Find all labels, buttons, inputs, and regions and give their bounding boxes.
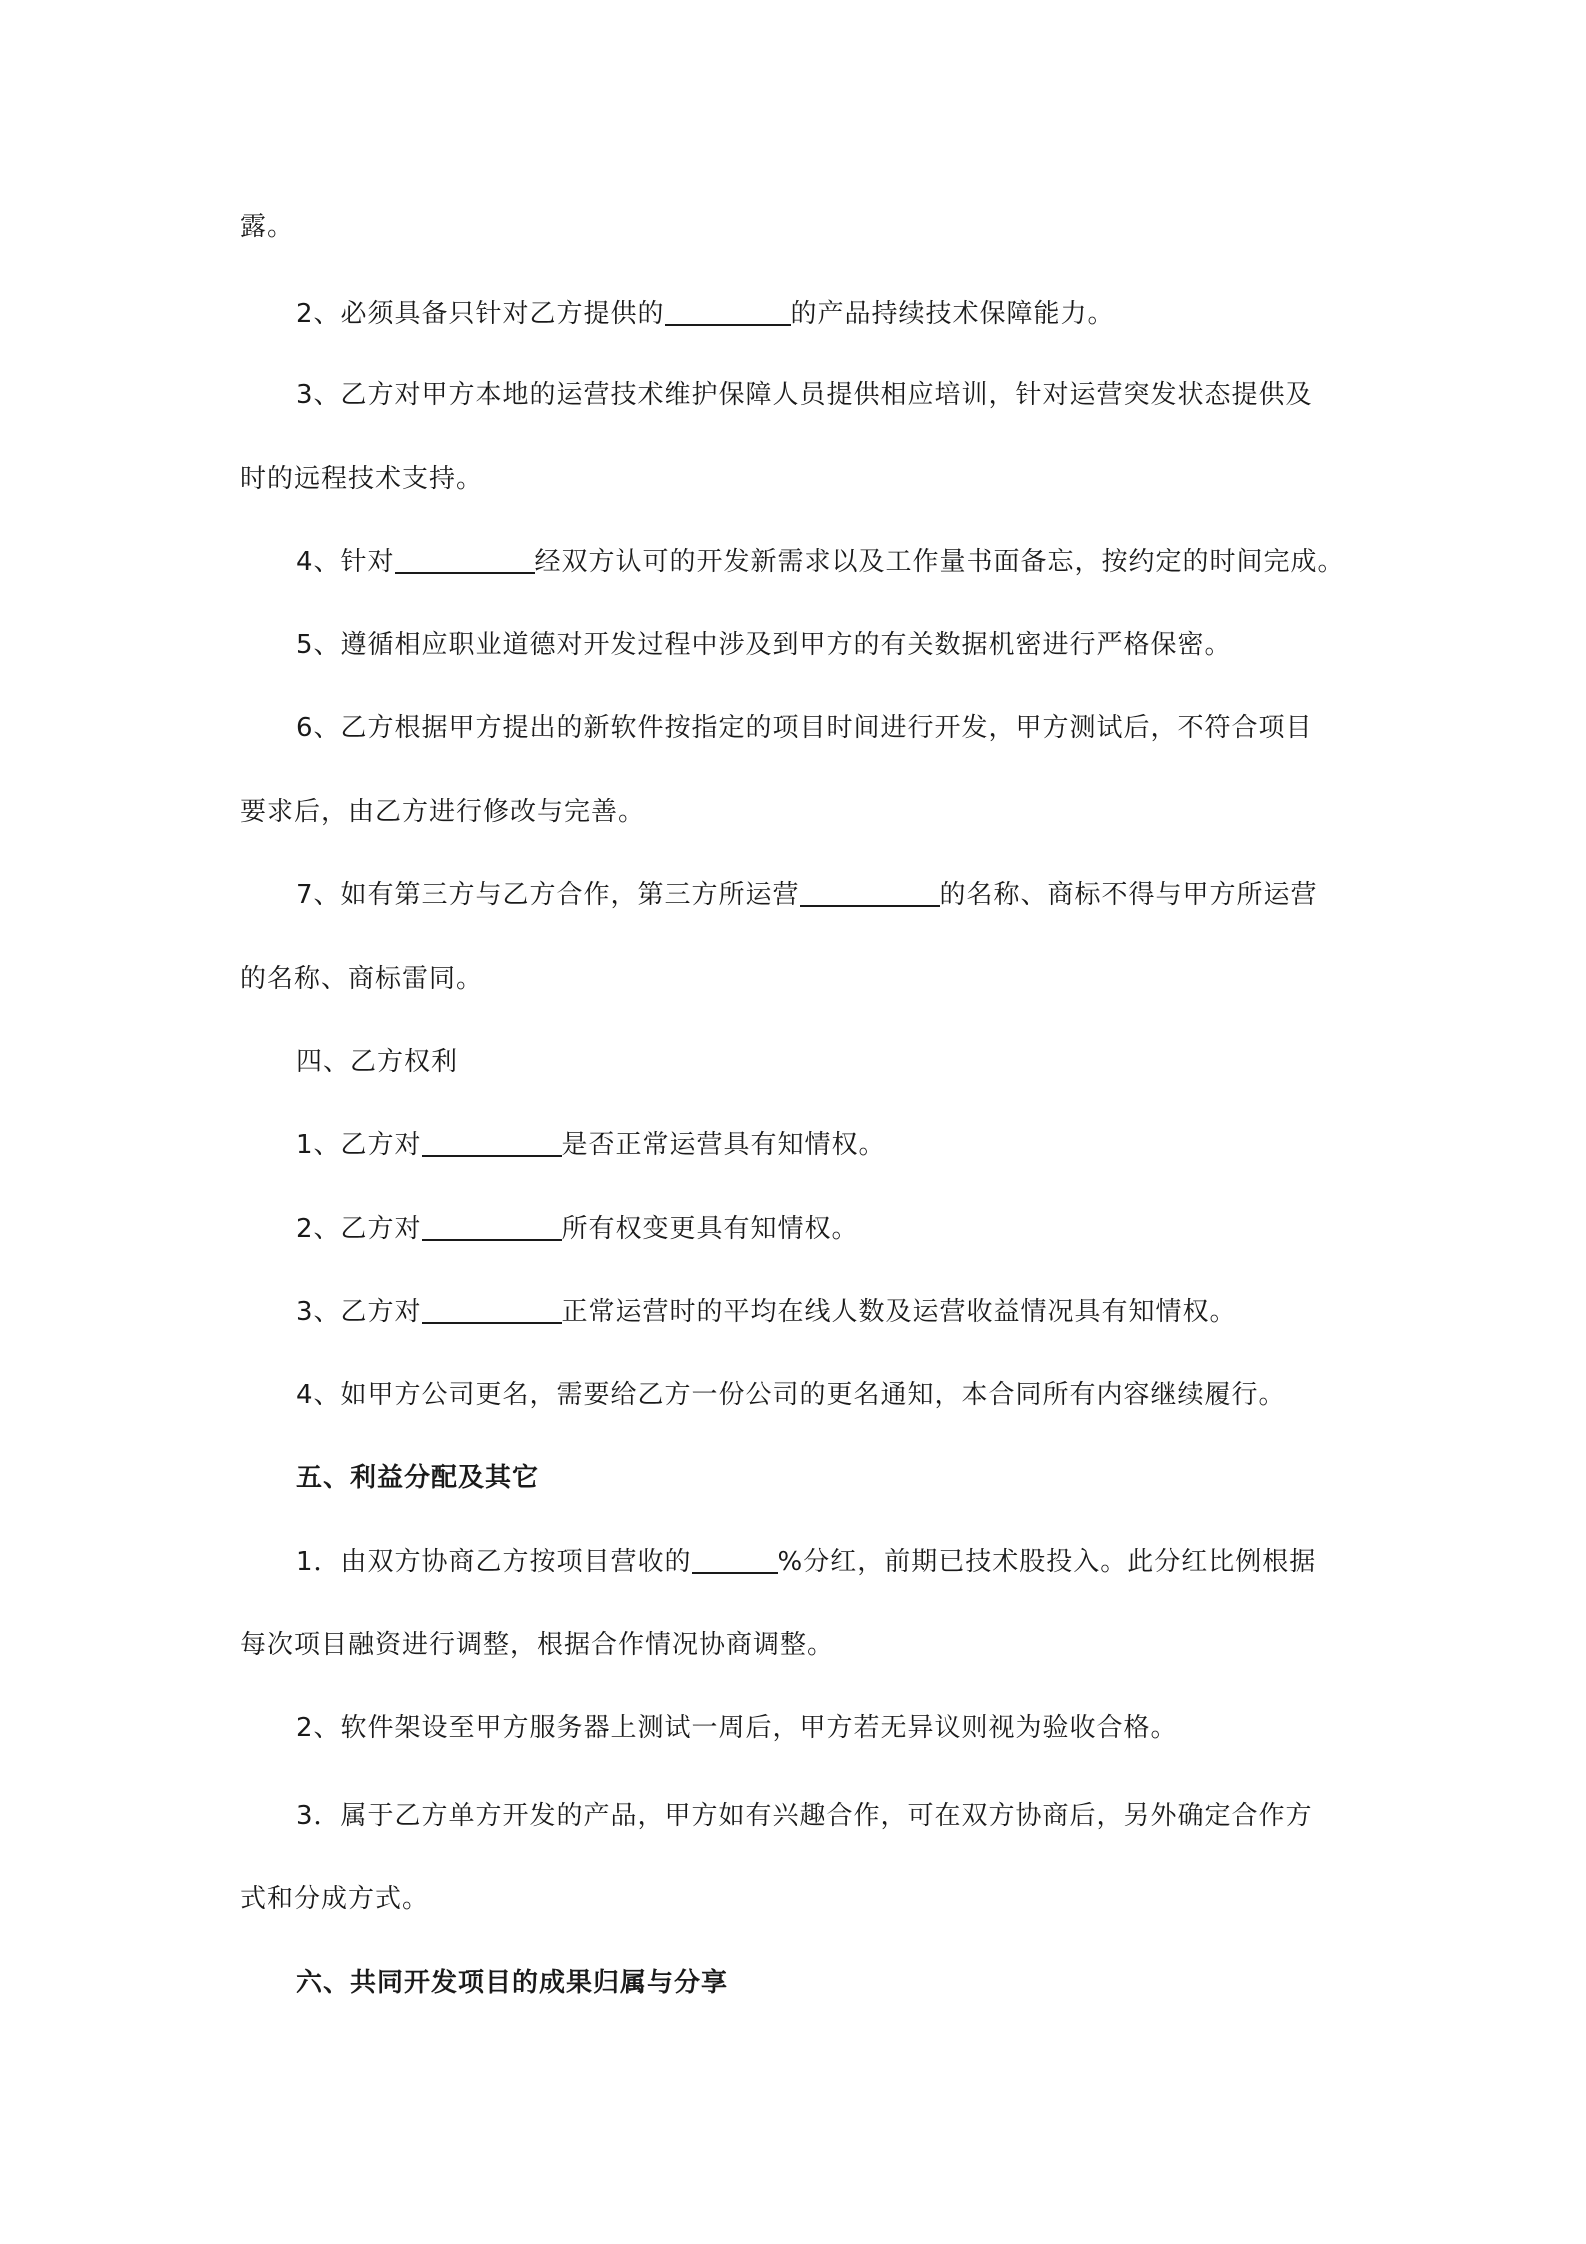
paragraph-item [296, 542, 1345, 582]
paragraph-item [296, 1708, 1178, 1748]
paragraph-line [240, 207, 294, 247]
text: %分红，前期已技术股投入。此分红比例根据 [777, 1547, 1317, 1577]
paragraph-line [240, 792, 645, 832]
text: 5、遵循相应职业道德对开发过程中涉及到甲方的有关数据机密进行严格保密。 [296, 630, 1232, 660]
fill-in-blank[interactable] [422, 1125, 562, 1157]
text: 6、乙方根据甲方提出的新软件按指定的项目时间进行开发，甲方测试后，不符合项目 [296, 713, 1313, 743]
fill-in-blank[interactable] [422, 1209, 562, 1241]
text: 正常运营时的平均在线人数及运营收益情况具有知情权。 [561, 1297, 1237, 1327]
text: 的名称、商标雷同。 [240, 964, 484, 994]
section-heading [296, 1963, 728, 2003]
text: 要求后，由乙方进行修改与完善。 [240, 797, 646, 827]
text: 1．由双方协商乙方按项目营收的 [296, 1547, 692, 1577]
text: 的名称、商标不得与甲方所运营 [939, 880, 1318, 910]
text: 4、针对 [296, 547, 395, 577]
fill-in-blank[interactable] [665, 294, 791, 326]
text: 2、乙方对 [296, 1214, 422, 1244]
paragraph-item [296, 625, 1232, 665]
paragraph-line [240, 1625, 834, 1665]
paragraph-item [296, 1375, 1286, 1415]
paragraph-item [296, 375, 1313, 415]
paragraph-item [296, 708, 1313, 748]
text: 2、必须具备只针对乙方提供的 [296, 299, 665, 329]
paragraph-item [296, 1796, 1313, 1836]
fill-in-blank[interactable] [422, 1292, 562, 1324]
text: 4、如甲方公司更名，需要给乙方一份公司的更名通知，本合同所有内容继续履行。 [296, 1380, 1286, 1410]
text: 2、软件架设至甲方服务器上测试一周后，甲方若无异议则视为验收合格。 [296, 1713, 1178, 1743]
text: 的产品持续技术保障能力。 [790, 299, 1115, 329]
text: 四、乙方权利 [296, 1047, 459, 1077]
text: 3．属于乙方单方开发的产品，甲方如有兴趣合作，可在双方协商后，另外确定合作方 [296, 1801, 1313, 1831]
paragraph-line [240, 459, 483, 499]
text: 所有权变更具有知情权。 [561, 1214, 859, 1244]
paragraph-item [296, 1292, 1237, 1332]
text: 经双方认可的开发新需求以及工作量书面备忘，按约定的时间完成。 [534, 547, 1345, 577]
fill-in-blank[interactable] [800, 875, 940, 907]
text: 六、共同开发项目的成果归属与分享 [296, 1968, 729, 1998]
text: 式和分成方式。 [240, 1884, 430, 1914]
paragraph-line [240, 959, 483, 999]
paragraph-item [296, 1542, 1316, 1582]
paragraph-item [296, 1209, 859, 1249]
text: 7、如有第三方与乙方合作，第三方所运营 [296, 880, 800, 910]
text: 每次项目融资进行调整，根据合作情况协商调整。 [240, 1630, 835, 1660]
paragraph-item [296, 294, 1115, 334]
paragraph-line [240, 1879, 429, 1919]
text: 3、乙方对甲方本地的运营技术维护保障人员提供相应培训，针对运营突发状态提供及 [296, 380, 1313, 410]
text: 时的远程技术支持。 [240, 464, 484, 494]
paragraph-item [296, 875, 1318, 915]
fill-in-blank[interactable] [395, 542, 535, 574]
paragraph-item [296, 1125, 886, 1165]
fill-in-blank[interactable] [692, 1542, 778, 1574]
text: 五、利益分配及其它 [296, 1463, 540, 1493]
text: 1、乙方对 [296, 1130, 422, 1160]
text: 露。 [240, 212, 295, 242]
text: 3、乙方对 [296, 1297, 422, 1327]
section-heading [296, 1042, 458, 1082]
section-heading [296, 1458, 539, 1498]
text: 是否正常运营具有知情权。 [561, 1130, 886, 1160]
